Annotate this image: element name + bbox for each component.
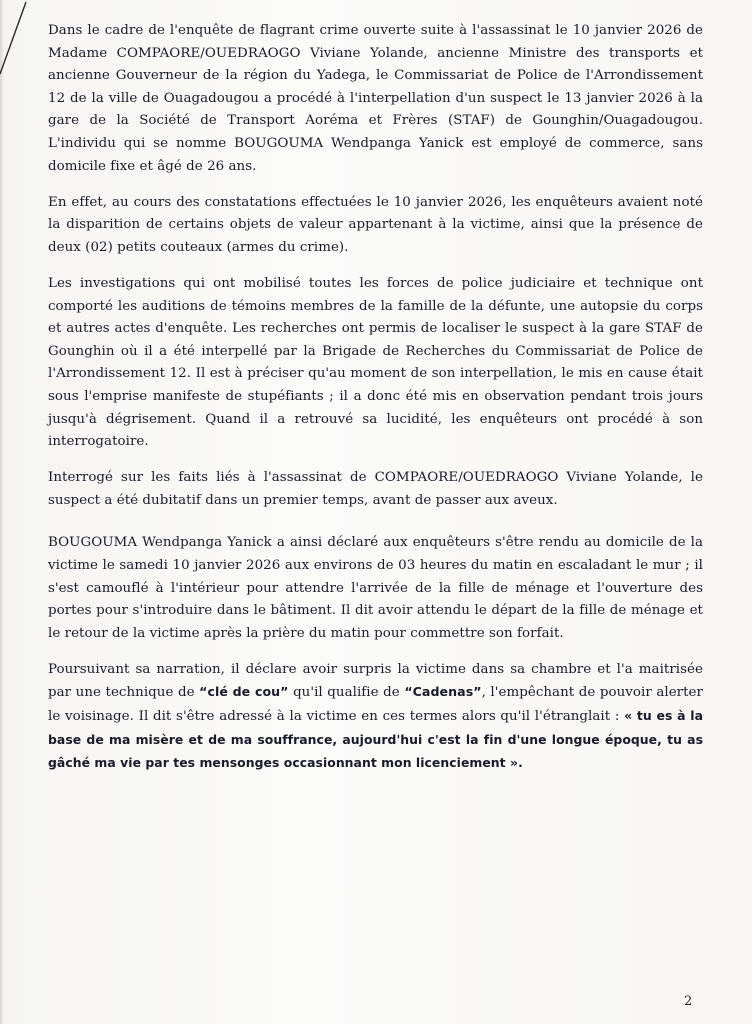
bold-term-cle-de-cou: “clé de cou”	[199, 684, 289, 700]
paragraph-6	[48, 659, 703, 776]
paragraph-6-part-3: , l'empêchant de pouvoir alerter le voisinage. Il dit s'être adressé à la victime en ces termes alors qu'il l'étranglait :	[48, 685, 703, 725]
paragraph-1: Dans le cadre de l'enquête de flagrant crime ouverte suite à l'assassinat le 10 janvier 2026 de Madame COMPAORE/OUEDRAOGO Viviane Yolande, ancienne Ministre des transports et ancienne Gouverneur de la région du Yadega, le Commissariat de Police de l'Arrondissement 12 de la ville de Ouagadougou a procédé à l'interpellation d'un suspect le 13 janvier 2026 à la gare de la Société de Transport Aoréma et Frères (STAF) de Gounghin/Ouagadougou. L'individu qui se nomme BOUGOUMA Wendpanga Yanick est employé de commerce, sans domicile fixe et âgé de 26 ans.	[48, 23, 703, 174]
page-fold-mark	[0, 0, 30, 90]
page-number: 2	[684, 994, 693, 1009]
paragraph-6-part-2: qu'il qualifie de	[288, 685, 405, 701]
paragraph-2: En effet, au cours des constatations effectuées le 10 janvier 2026, les enquêteurs avaient noté la disparition de certains objets de valeur appartenant à la victime, ainsi que la présence de deux (02) petits couteaux (armes du crime).	[48, 194, 703, 255]
suspect-quote: « tu es à la base de ma misère et de ma souffrance, aujourd'hui c'est la fin d'une longue époque, tu as gâché ma vie par tes mensonges occasionnant mon licenciement ».	[48, 708, 703, 771]
paragraph-3: Les investigations qui ont mobilisé toutes les forces de police judiciaire et technique ont comporté les auditions de témoins membres de la famille de la défunte, une autopsie du corps et autres actes d'enquête. Les recherches ont permis de localiser le suspect à la gare STAF de Gounghin où il a été interpellé par la Brigade de Recherches du Commissariat de Police de l'Arrondissement 12. Il est à préciser qu'au moment de son interpellation, le mis en cause était sous l'emprise manifeste de stupéfiants ; il a donc été mis en observation pendant trois jours jusqu'à dégrisement. Quand il a retrouvé sa lucidité, les enquêteurs ont procédé à son interrogatoire.	[48, 275, 703, 450]
paragraph-6-part-1: Poursuivant sa narration, il déclare avoir surpris la victime dans sa chambre et l'a maitrisée par une technique de	[48, 661, 703, 701]
body-text	[48, 20, 703, 789]
paragraph-5: BOUGOUMA Wendpanga Yanick a ainsi déclaré aux enquêteurs s'être rendu au domicile de la victime le samedi 10 janvier 2026 aux environs de 03 heures du matin en escaladant le mur ; il s'est camouflé à l'intérieur pour attendre l'arrivée de la fille de ménage et l'ouverture des portes pour s'introduire dans le bâtiment. Il dit avoir attendu le départ de la fille de ménage et le retour de la victime après la prière du matin pour commettre son forfait.	[48, 535, 703, 641]
paragraph-4: Interrogé sur les faits liés à l'assassinat de COMPAORE/OUEDRAOGO Viviane Yolande, le suspect a été dubitatif dans un premier temps, avant de passer aux aveux.	[48, 470, 703, 508]
page-edge-shadow	[0, 0, 4, 1024]
bold-term-cadenas: “Cadenas”	[404, 684, 482, 700]
